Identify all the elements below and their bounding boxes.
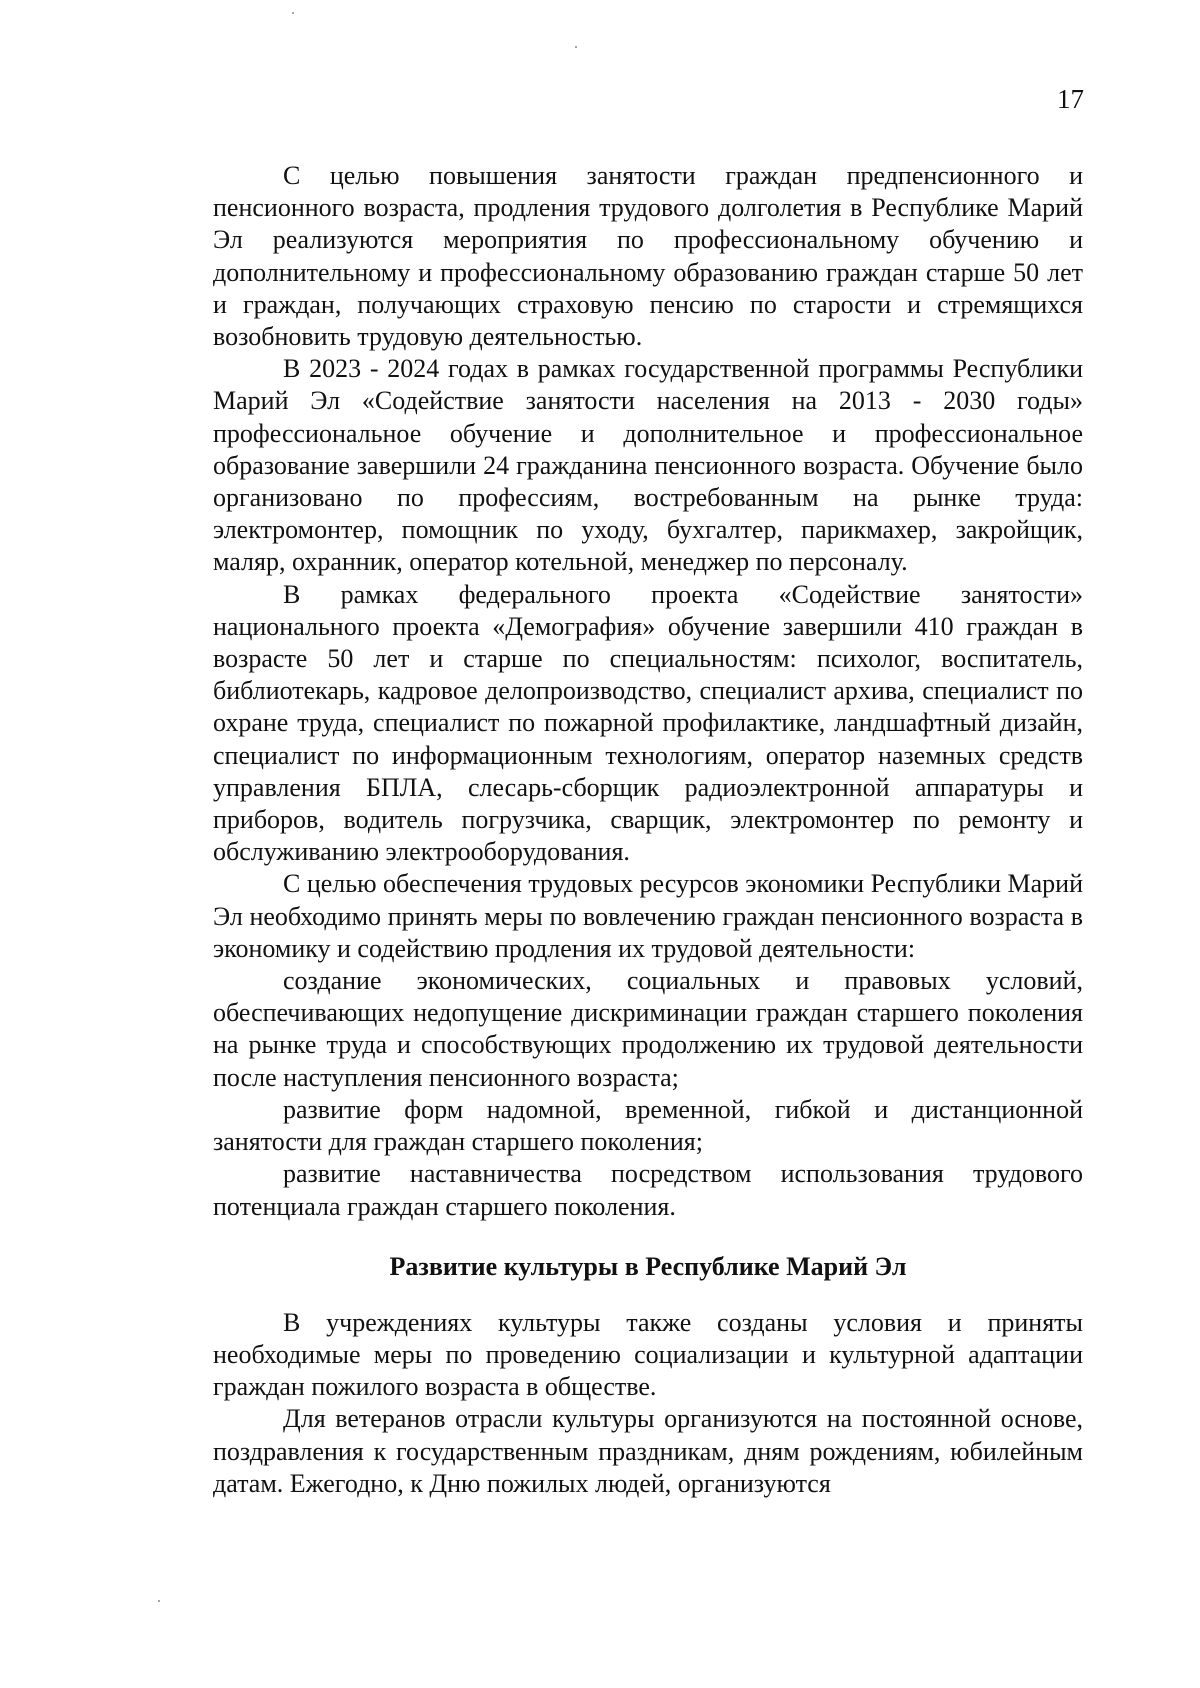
paragraph-measure-mentoring: развитие наставничества посредством использования трудового потенциала граждан старшего поколения. [213, 1159, 1083, 1221]
paragraph-federal-project: В рамках федерального проекта «Содействие занятости» национального проекта «Демография» обучение завершили 410 граждан в возрасте 50 лет и старше по специальностям: психолог, воспитатель, библиотекарь, кадровое делопроизводство, специалист архива, специалист по охране труда, специалист по пожарной профилактике, ландшафтный дизайн, специалист по информационным технологиям, оператор наземных средств управления БПЛА, слесарь-сборщик радиоэлектронной аппаратуры и приборов, водитель погрузчика, сварщик, электромонтер по ремонту и обслуживанию электрооборудования. [213, 579, 1083, 867]
scan-speck [575, 46, 577, 48]
paragraph-measures-intro: С целью обеспечения трудовых ресурсов экономики Республики Марий Эл необходимо принять меры по вовлечению граждан пенсионного возраста в экономику и содействию продления их трудовой деятельности: [213, 869, 1083, 963]
paragraph-measure-flexible-work: развитие форм надомной, временной, гибкой и дистанционной занятости для граждан старшего поколения; [213, 1094, 1083, 1157]
scan-speck [292, 12, 294, 14]
paragraph-state-program: В 2023 - 2024 годах в рамках государственной программы Республики Марий Эл «Содействие занятости населения на 2013 - 2030 годы» профессиональное обучение и дополнительное и профессиональное образование завершили 24 гражданина пенсионного возраста. Обучение было организовано по профессиям, востребованным на рынке труда: электромонтер, помощник по уходу, бухгалтер, парикмахер, закройщик, маляр, охранник, оператор котельной, менеджер по персоналу. [213, 354, 1083, 577]
document-body [213, 160, 1083, 1500]
scan-speck [158, 1600, 160, 1602]
paragraph-employment-intro: С целью повышения занятости граждан предпенсионного и пенсионного возраста, продления трудового долголетия в Республике Марий Эл реализуются мероприятия по профессиональному обучению и дополнительному и профессиональному образованию граждан старше 50 лет и граждан, получающих страховую пенсию по старости и стремящихся возобновить трудовую деятельностью. [213, 161, 1083, 352]
paragraph-measure-conditions: создание экономических, социальных и правовых условий, обеспечивающих недопущение дискриминации граждан старшего поколения на рынке труда и способствующих продолжению их трудовой деятельности после наступления пенсионного возраста; [213, 966, 1083, 1092]
paragraph-culture-institutions: В учреждениях культуры также созданы условия и приняты необходимые меры по проведению социализации и культурной адаптации граждан пожилого возраста в обществе. [213, 1307, 1083, 1402]
section-heading: Развитие культуры в Республике Марий Эл [389, 1251, 907, 1281]
paragraph-culture-veterans: Для ветеранов отрасли культуры организуются на постоянной основе, поздравления к государственным праздникам, дням рождениям, юбилейным датам. Ежегодно, к Дню пожилых людей, организуются [213, 1404, 1083, 1498]
page-number: 17 [1057, 84, 1084, 114]
